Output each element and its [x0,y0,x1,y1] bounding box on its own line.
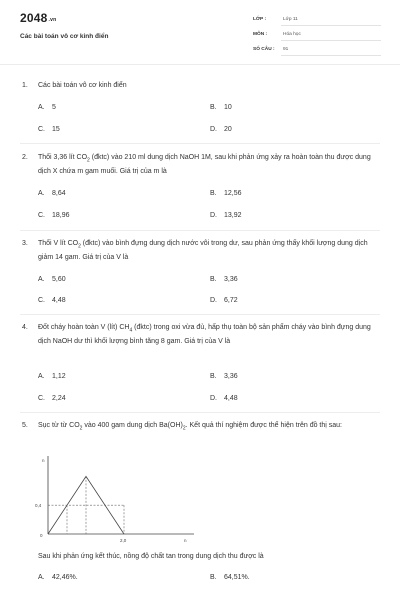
meta-count [253,44,381,56]
option-letter: D. [210,395,217,402]
option-c[interactable] [38,212,70,219]
question-number: 1. [22,82,28,89]
meta-value: Lớp 11 [283,17,298,22]
meta-key: LỚP : [253,17,267,22]
option-c[interactable] [38,126,60,133]
question-divider [20,143,380,144]
option-letter: C. [38,395,45,402]
page-header [0,0,400,64]
option-letter: A. [38,373,45,380]
option-letter: C. [38,126,45,133]
experiment-graph [34,452,204,544]
header-divider [0,64,400,65]
option-value: 18,96 [52,212,70,219]
option-d[interactable] [210,212,242,219]
option-value: 3,36 [224,373,238,380]
option-value: 15 [52,126,60,133]
question-divider [20,314,380,315]
option-b[interactable] [210,373,238,380]
option-letter: A. [38,104,45,111]
question-text: Thổi V lít $CO_2$ (đktc) vào bình đựng dung dịch nước vôi trong dư, sau phản ứng thấy khối lượng dung dịch giảm 14 gam. Giá trị của V là [38,240,368,262]
meta-underline [281,55,381,56]
meta-underline [281,25,381,26]
question-text: Sau khi phản ứng kết thúc, nồng độ chất tan trong dung dịch thu được là [38,553,264,560]
question-number: 2. [22,154,28,161]
option-c[interactable] [38,395,66,402]
meta-value: 91 [283,47,289,52]
logo-suffix: .vn [48,17,57,23]
question-text: Thổi 3,36 lít $CO_2$ (đktc) vào 210 ml dung dịch NaOH 1M, sau khi phản ứng xảy ra hoàn toàn thu được dung dịch X chứa m gam muối. Giá trị của m là [38,154,371,176]
option-b[interactable] [210,574,250,581]
option-letter: C. [38,212,45,219]
option-letter: D. [210,212,217,219]
option-letter: B. [210,104,217,111]
question-number: 3. [22,240,28,247]
document-subtitle: Các bài toán vô cơ kinh điển [20,33,109,40]
option-value: 20 [224,126,232,133]
option-letter: B. [210,574,217,581]
option-value: 5 [52,104,56,111]
option-d[interactable] [210,126,232,133]
y-tick-label: 0,4 [35,503,42,509]
option-value: 1,12 [52,373,66,380]
y-axis-label: n [42,458,45,463]
logo-text: 2048 [20,11,48,25]
meta-key: SỐ CÂU : [253,47,275,52]
option-value: 13,92 [224,212,242,219]
question-divider [20,412,380,413]
option-letter: C. [38,297,45,304]
option-value: 4,48 [224,395,238,402]
option-b[interactable] [210,104,232,111]
x-axis-label: n [184,538,187,543]
option-value: 42,46%. [52,574,78,581]
option-value: 5,60 [52,276,66,283]
meta-value: Hóa học [283,32,301,37]
option-value: 8,64 [52,190,66,197]
option-letter: D. [210,297,217,304]
option-value: 4,48 [52,297,66,304]
question-number: 4. [22,324,28,331]
option-letter: B. [210,373,217,380]
option-value: 6,72 [224,297,238,304]
option-d[interactable] [210,395,238,402]
option-value: 2,24 [52,395,66,402]
option-letter: B. [210,276,217,283]
option-b[interactable] [210,276,238,283]
option-a[interactable] [38,104,56,111]
option-a[interactable] [38,574,78,581]
option-b[interactable] [210,190,242,197]
meta-underline [281,40,381,41]
option-value: 12,56 [224,190,242,197]
origin-label: 0 [40,533,43,538]
x-tick-label: 2,0 [120,538,127,543]
option-value: 3,36 [224,276,238,283]
option-letter: A. [38,190,45,197]
option-value: 64,51%. [224,574,250,581]
option-a[interactable] [38,190,66,197]
site-logo[interactable] [20,11,56,25]
question-text: Đốt cháy hoàn toàn V (lít) $CH_4$ (đktc) trong oxi vừa đủ, hấp thụ toàn bộ sản phẩm cháy vào bình đựng dung dịch NaOH dư thì khối lượng bình tăng 8 gam. Giá trị của V là [38,324,371,346]
question-text: Các bài toán vô cơ kinh điển [38,82,127,89]
option-letter: B. [210,190,217,197]
option-d[interactable] [210,297,238,304]
option-letter: A. [38,574,45,581]
meta-key: MÔN : [253,32,268,37]
meta-subject [253,29,381,41]
option-letter: A. [38,276,45,283]
question-text: Sục từ từ $CO_2$ vào 400 gam dung dịch $Ba(OH)_2$. Kết quả thí nghiệm được thể hiện trên đồ thị sau: [38,422,342,432]
option-a[interactable] [38,373,66,380]
question-number: 5. [22,422,28,429]
question-divider [20,230,380,231]
option-value: 10 [224,104,232,111]
option-a[interactable] [38,276,66,283]
option-c[interactable] [38,297,66,304]
meta-grade [253,14,381,26]
option-letter: D. [210,126,217,133]
